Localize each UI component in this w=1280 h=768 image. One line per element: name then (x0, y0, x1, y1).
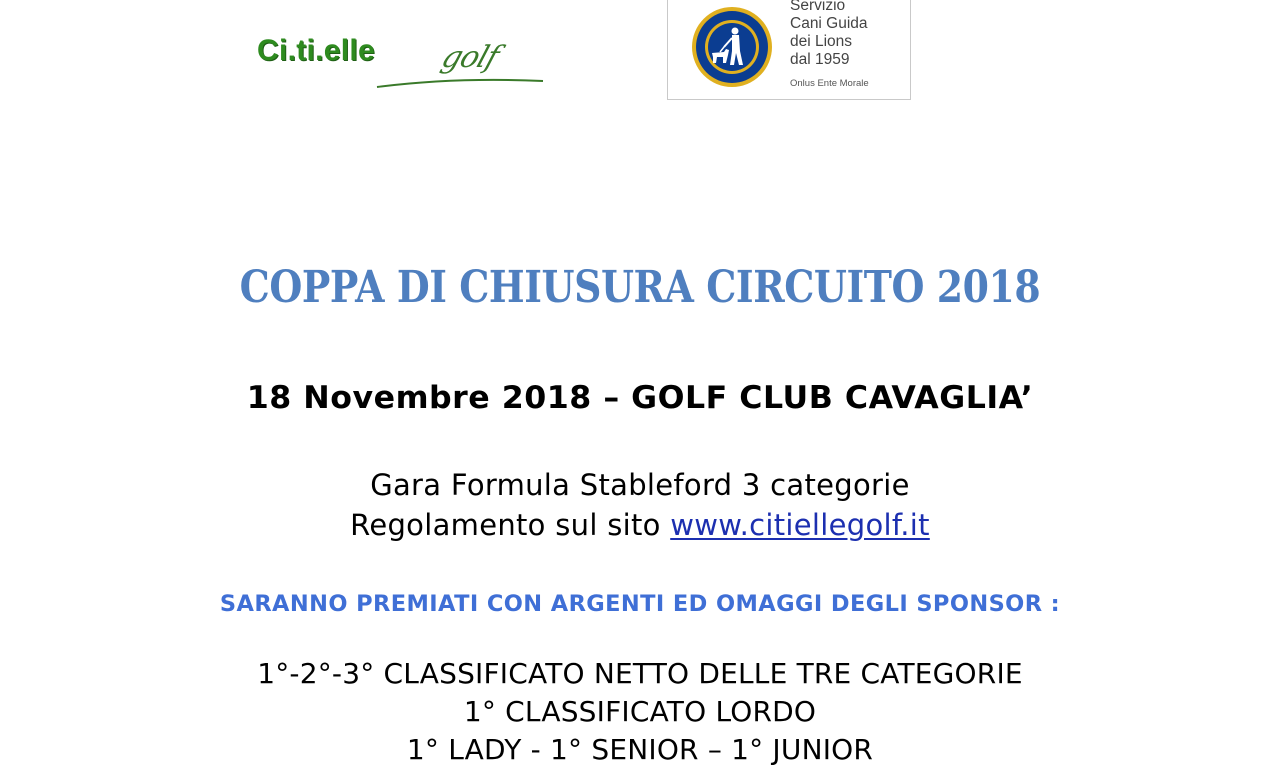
rules-line (0, 505, 1280, 545)
lions-guide-dogs-logo (667, 0, 911, 100)
lions-emblem-icon (690, 5, 774, 89)
prize-heading: SARANNO PREMIATI CON ARGENTI ED OMAGGI DEGLI SPONSOR : (219, 591, 1061, 617)
citielle-golf-logo (255, 28, 555, 98)
lions-text-line: dei Lions (790, 33, 853, 50)
citielle-brand-text: Ci.ti.elle (257, 34, 376, 67)
lions-text-block (790, 0, 868, 69)
citielle-golf-script: golf (437, 40, 503, 75)
lions-subtitle: Onlus Ente Morale (790, 78, 869, 89)
rules-prefix: Regolamento sul sito (350, 508, 671, 542)
prize-item: 1°-2°-3° CLASSIFICATO NETTO DELLE TRE CATEGORIE (257, 657, 1023, 690)
prize-item: 1° LADY - 1° SENIOR – 1° JUNIOR (406, 733, 874, 766)
competition-format (0, 465, 1280, 545)
lions-text-line: dal 1959 (790, 51, 850, 68)
swoosh-icon (375, 73, 545, 93)
lions-text-line: Servizio (790, 0, 846, 14)
website-link[interactable]: www.citiellegolf.it (670, 508, 930, 542)
prize-item: 1° CLASSIFICATO LORDO (463, 695, 817, 728)
page-title: COPPA DI CHIUSURA CIRCUITO 2018 (239, 262, 1041, 313)
event-date-venue: 18 Novembre 2018 – GOLF CLUB CAVAGLIA’ (246, 380, 1034, 416)
prize-list (0, 655, 1280, 768)
lions-text-line: Cani Guida (790, 15, 868, 32)
format-line: Gara Formula Stableford 3 categorie (370, 468, 910, 502)
